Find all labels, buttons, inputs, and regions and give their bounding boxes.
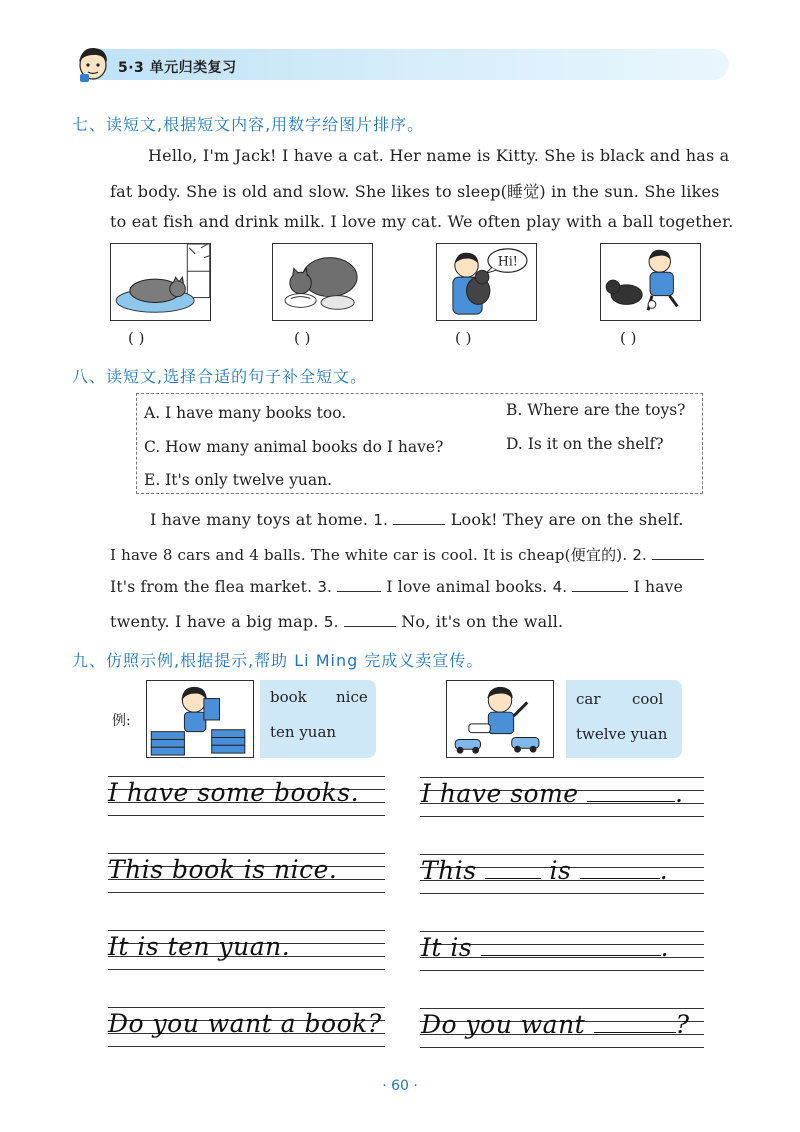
picture-cat-eating: [272, 243, 373, 321]
blank-number-1: 1.: [373, 511, 389, 529]
passage-8-text-4b: No, it's on the wall.: [401, 612, 564, 631]
hint-right-word-2: cool: [632, 690, 664, 708]
section-9-title: 九、仿照示例,根据提示,帮助 Li Ming 完成义卖宣传。: [72, 651, 484, 670]
blank-2[interactable]: [652, 559, 704, 560]
answer-paren-1: ( ): [128, 329, 145, 347]
blank-4[interactable]: [572, 591, 628, 592]
exercise-4-end: ?: [675, 1010, 690, 1039]
blank-number-4: 4.: [552, 578, 568, 596]
page-number: · 60 ·: [382, 1078, 418, 1094]
speech-bubble-text: Hi!: [497, 253, 518, 269]
example-label: 例:: [112, 713, 131, 729]
hint-left-word-3: ten yuan: [270, 723, 337, 741]
example-sentence-1: I have some books.: [108, 778, 360, 807]
picture-girl-with-books: [146, 680, 254, 758]
passage-8-text-3a: It's from the flea market.: [110, 578, 313, 596]
exercise-3-end: .: [660, 933, 670, 962]
hint-left-word-1: book: [270, 688, 307, 706]
boy-mascot-icon: [74, 44, 112, 84]
header-title: 5·3 单元归类复习: [118, 60, 237, 76]
blank-number-2: 2.: [632, 546, 648, 564]
passage-8-text-3c: I have: [633, 578, 683, 596]
exercise-2-text-a: This: [421, 856, 477, 885]
passage-8-line-2: [110, 544, 704, 565]
passage-8-text-2a: I have 8 cars and 4 balls. The white car is cool. It is cheap(便宜的).: [110, 546, 628, 564]
blank-number-3: 3.: [317, 578, 333, 596]
exercise-sentence-1: [421, 779, 683, 808]
passage-8-text-3b: I love animal books.: [386, 578, 548, 596]
section-7-title: 七、读短文,根据短文内容,用数字给图片排序。: [72, 115, 425, 134]
option-b: B. Where are the toys?: [506, 401, 686, 419]
blank-number-5: 5.: [323, 613, 339, 631]
option-e: E. It's only twelve yuan.: [144, 471, 332, 489]
blank-5[interactable]: [344, 626, 396, 627]
picture-boy-with-cars: [446, 680, 554, 758]
blank-3[interactable]: [337, 591, 381, 592]
option-d: D. Is it on the shelf?: [506, 435, 664, 453]
passage-8-text-4a: twenty. I have a big map.: [110, 612, 319, 631]
exercise-3-text: It is: [421, 933, 473, 962]
exercise-2-blank-a[interactable]: [485, 878, 541, 879]
passage-8-line-1: [150, 510, 684, 529]
hint-box-left: [260, 680, 376, 758]
hint-right-word-3: twelve yuan: [576, 725, 668, 743]
exercise-2-text-b: is: [549, 856, 572, 885]
option-a: A. I have many books too.: [144, 404, 347, 422]
exercise-4-blank[interactable]: [594, 1032, 676, 1033]
passage-7-line-2: fat body. She is old and slow. She likes to sleep(睡觉) in the sun. She likes: [110, 182, 720, 201]
hint-left-word-2: nice: [336, 688, 368, 706]
exercise-4-text: Do you want: [421, 1010, 586, 1039]
exercise-1-end: .: [675, 779, 684, 808]
hint-right-word-1: car: [576, 690, 601, 708]
example-sentence-2: This book is nice.: [108, 855, 338, 884]
answer-paren-4: ( ): [620, 329, 637, 347]
passage-8-text-1a: I have many toys at home.: [150, 510, 369, 529]
passage-7-line-1: Hello, I'm Jack! I have a cat. Her name is Kitty. She is black and has a: [148, 146, 730, 165]
picture-cat-sleeping: [110, 243, 211, 321]
exercise-2-end: .: [659, 856, 669, 885]
blank-1[interactable]: [393, 524, 445, 525]
passage-8-line-4: [110, 612, 563, 631]
exercise-1-blank[interactable]: [587, 801, 675, 802]
section-8-title: 八、读短文,选择合适的句子补全短文。: [72, 367, 368, 386]
example-sentence-4: Do you want a book?: [108, 1009, 382, 1038]
passage-8-text-1b: Look! They are on the shelf.: [450, 510, 684, 529]
exercise-1-text: I have some: [421, 779, 579, 808]
exercise-sentence-4: [421, 1010, 690, 1039]
answer-paren-2: ( ): [294, 329, 311, 347]
passage-7-line-3: to eat fish and drink milk. I love my cat. We often play with a ball together.: [110, 212, 734, 231]
hint-box-right: [566, 680, 682, 758]
answer-paren-3: ( ): [455, 329, 472, 347]
page-header: [74, 44, 729, 84]
picture-boy-playing-ball: [600, 243, 701, 321]
exercise-3-blank[interactable]: [481, 955, 661, 956]
picture-boy-holding-cat: [436, 243, 537, 321]
exercise-sentence-3: [421, 933, 669, 962]
option-c: C. How many animal books do I have?: [144, 438, 444, 456]
exercise-sentence-2: [421, 856, 668, 885]
exercise-2-blank-b[interactable]: [580, 878, 660, 879]
passage-8-line-3: [110, 578, 683, 596]
example-sentence-3: It is ten yuan.: [108, 932, 291, 961]
